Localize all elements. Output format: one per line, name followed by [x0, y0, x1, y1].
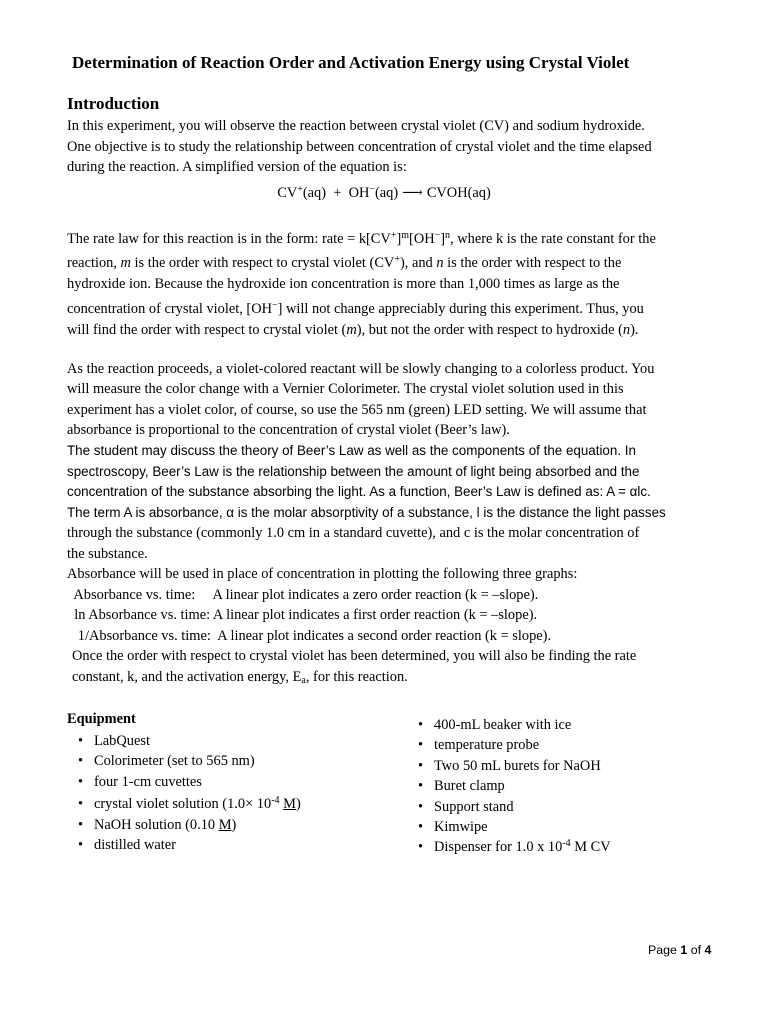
equation-product: CVOH(aq) [426, 185, 491, 201]
text-line: absorbance is proportional to the concentration of crystal violet (Beer’s law). [67, 422, 510, 438]
text-run: ) [231, 816, 237, 833]
text-run: ] will not change appreciably during this experiment. Thus, you [277, 301, 644, 317]
text-line [67, 255, 621, 272]
list-item: • temperature probe [412, 735, 611, 755]
superscript: m [401, 230, 410, 241]
subscript: a [301, 675, 306, 686]
text-line: will measure the color change with a Vernier Colorimeter. The crystal violet solution used in this [67, 381, 624, 397]
text-run: constant, k, and the activation energy, E [72, 669, 302, 685]
italic-variable: n [622, 322, 631, 338]
text-line: Absorbance will be used in place of concentration in plotting the following three graphs: [67, 566, 578, 582]
text-line: concentration of the substance absorbing the light. As a function, Beer’s Law is defined as: A = αlc. [67, 484, 651, 499]
text-line [67, 231, 656, 248]
equation-phase: (aq) [302, 185, 327, 201]
italic-variable: m [346, 322, 357, 338]
footer-text: of [687, 943, 705, 957]
text-line: experiment has a violet color, of course, so use the 565 nm (green) LED setting. We will assume that [67, 402, 647, 418]
text-line: during the reaction. A simplified version of the equation is: [67, 159, 407, 175]
equation-charge-plus: + [297, 184, 303, 195]
superscript: -4 [271, 795, 280, 807]
text-run: ) [295, 796, 301, 813]
list-item: • Colorimeter (set to 565 nm) [72, 751, 301, 771]
underlined-unit: M [283, 796, 296, 813]
text-run: reaction, [67, 255, 121, 271]
document-title: Determination of Reaction Order and Activation Energy using Crystal Violet [72, 53, 630, 72]
page-number [648, 943, 711, 957]
text-run: ] [396, 231, 402, 247]
list-item: • four 1-cm cuvettes [72, 772, 301, 792]
list-item: • LabQuest [72, 731, 301, 751]
equation-reactant-cv: CV [277, 185, 298, 201]
list-item: • Two 50 mL burets for NaOH [412, 756, 611, 776]
text-line: As the reaction proceeds, a violet-colored reactant will be slowly changing to a colorless product. You [67, 361, 655, 377]
text-run: NaOH solution (0.10 [94, 816, 219, 833]
list-item: • distilled water [72, 835, 301, 855]
text-run: The rate law for this reaction is in the form: rate = k[CV [67, 231, 391, 247]
text-run: M CV [570, 839, 611, 856]
list-item: • Buret clamp [412, 776, 611, 796]
text-run: is the order with respect to crystal violet (CV [130, 255, 395, 271]
equation-reactant-oh: OH [348, 185, 370, 201]
text-line: the substance. [67, 546, 148, 562]
text-line: Once the order with respect to crystal violet has been determined, you will also be finding the rate [72, 648, 637, 664]
list-item [72, 815, 301, 835]
superscript: n [445, 230, 451, 241]
text-run: , where k is the rate constant for the [450, 231, 656, 247]
equation-plus: + [333, 185, 342, 201]
text-line: In this experiment, you will observe the reaction between crystal violet (CV) and sodium hydroxide. [67, 118, 645, 134]
equipment-list-right [412, 715, 611, 858]
equation-charge-minus: − [369, 184, 375, 195]
text-run: crystal violet solution (1.0× 10 [94, 796, 272, 813]
list-item: • Kimwipe [412, 817, 611, 837]
equation-phase: (aq) [375, 185, 399, 201]
list-item [412, 837, 611, 857]
text-line [72, 669, 408, 686]
text-line: One objective is to study the relationship between concentration of crystal violet and the time elapsed [67, 139, 652, 155]
text-line: spectroscopy, Beer’s Law is the relationship between the amount of light being absorbed and the [67, 464, 640, 479]
graph-item-second-order: 1/Absorbance vs. time: A linear plot indicates a second order reaction (k = slope). [67, 628, 552, 644]
text-run: ), but not the order with respect to hydroxide ( [356, 322, 623, 338]
text-run: concentration of crystal violet, [OH [67, 301, 272, 317]
text-line: The student may discuss the theory of Beer’s Law as well as the components of the equation. In [67, 443, 636, 458]
italic-variable: n [436, 255, 444, 271]
text-run: ] [440, 231, 446, 247]
list-item [72, 794, 301, 814]
superscript: + [390, 230, 397, 241]
reaction-equation [0, 185, 768, 202]
text-run: [OH [409, 231, 435, 247]
reaction-arrow: ⟶ [402, 185, 423, 201]
italic-variable: m [120, 255, 131, 271]
footer-text: Page [648, 943, 681, 957]
superscript: − [272, 300, 278, 311]
superscript: -4 [562, 838, 571, 850]
text-run: will find the order with respect to crystal violet ( [67, 322, 347, 338]
list-item: • Support stand [412, 797, 611, 817]
text-line: hydroxide ion. Because the hydroxide ion concentration is more than 1,000 times as large as the [67, 276, 620, 292]
text-line: The term A is absorbance, α is the molar absorptivity of a substance, l is the distance the light passes [67, 505, 666, 520]
text-line: through the substance (commonly 1.0 cm in a standard cuvette), and c is the molar concentration of [67, 525, 640, 541]
introduction-heading: Introduction [67, 94, 160, 113]
text-line [67, 301, 644, 318]
graph-item-first-order: ln Absorbance vs. time: A linear plot indicates a first order reaction (k = –slope). [67, 607, 538, 623]
graph-item-zero-order: Absorbance vs. time: A linear plot indicates a zero order reaction (k = –slope). [67, 587, 539, 603]
current-page: 1 [680, 943, 688, 957]
superscript: − [434, 230, 441, 241]
total-pages: 4 [704, 943, 712, 957]
equipment-heading: Equipment [67, 711, 136, 727]
underlined-unit: M [218, 816, 232, 833]
text-run: is the order with respect to the [443, 255, 622, 271]
text-run: , for this reaction. [305, 669, 408, 685]
superscript: + [394, 254, 400, 265]
text-run: ). [630, 322, 639, 338]
text-run: ), and [399, 255, 437, 271]
text-line [67, 322, 639, 339]
text-run: Dispenser for 1.0 x 10 [434, 839, 563, 856]
list-item: • 400-mL beaker with ice [412, 715, 611, 735]
equipment-list-left [72, 731, 301, 855]
